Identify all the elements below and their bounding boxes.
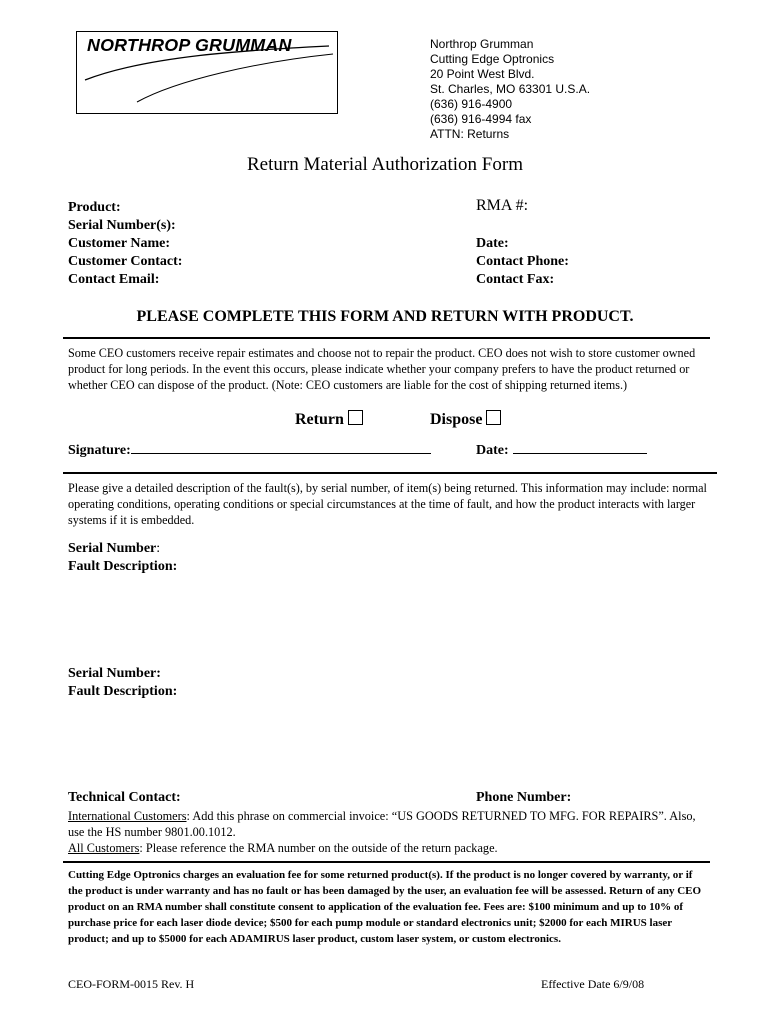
effective-date: Effective Date 6/9/08: [541, 977, 645, 991]
divider: [63, 472, 717, 474]
all-customers-label: All Customers: [68, 841, 140, 855]
fault-entry-2: [68, 665, 177, 701]
international-note: International Customers: Add this phrase on commercial invoice: “US GOODS RETURNED TO MFG. FOR REPAIRS”. Also, use the HS number 9801.00.1012.: [68, 809, 696, 839]
address-line: Cutting Edge Optronics: [430, 52, 555, 66]
form-title: Return Material Authorization Form: [247, 154, 523, 175]
company-address: [430, 37, 590, 142]
signature-date-field[interactable]: [476, 443, 647, 459]
contact-fax-field[interactable]: Contact Fax:: [476, 272, 555, 287]
technical-contact-field[interactable]: Technical Contact:: [68, 790, 181, 805]
serial-number-field-2[interactable]: Serial Number:: [68, 666, 161, 681]
form-number: CEO-FORM-0015 Rev. H: [68, 977, 195, 991]
customer-contact-field[interactable]: Customer Contact:: [68, 254, 183, 269]
signature-date-label: Date:: [476, 443, 509, 458]
customer-fields: [68, 199, 182, 289]
serial-numbers-field[interactable]: Serial Number(s):: [68, 218, 176, 233]
address-line: ATTN: Returns: [430, 127, 510, 141]
divider: [63, 337, 710, 339]
company-logo: [76, 31, 338, 114]
address-line: St. Charles, MO 63301 U.S.A.: [430, 82, 591, 96]
contact-email-field[interactable]: Contact Email:: [68, 272, 160, 287]
repair-policy-text: Some CEO customers receive repair estimates and choose not to repair the product. CEO does not wish to store customer owned product for long periods. In the event this occurs, please indicate whether your company prefers to have the product returned or whether CEO can dispose of the product. (Note: CEO customers are liable for the cost of shipping returned items.): [68, 346, 696, 392]
address-line: (636) 916-4900: [430, 97, 513, 111]
signature-field[interactable]: [68, 443, 431, 459]
contact-fields: [476, 235, 569, 289]
address-line: Northrop Grumman: [430, 37, 534, 51]
fault-instructions-text: Please give a detailed description of the fault(s), by serial number, of item(s) being returned. This information may include: normal operating conditions, operating conditions or special circumstances at the time of fault, and how the product interacts with larger systems if it is embedded.: [68, 481, 707, 527]
evaluation-fee-text: Cutting Edge Optronics charges an evaluation fee for some returned product(s). If the product is no longer covered by warranty, or if the product is under warranty and has no fault or has been damaged by the user, an evaluation fee will be assessed. Return of any CEO product on an RMA number shall constitute consent to application of the evaluation fee. Fees are: $100 minimum and up to 10% of purchase price for each laser diode device; $500 for each pump module or standard electronics unit; $2000 for each MIRUS laser product; and up to $5000 for each ADAMIRUS laser product, custom laser system, or custom electronics.: [68, 869, 702, 945]
fault-description-field-1[interactable]: Fault Description:: [68, 559, 178, 574]
international-label: International Customers: [68, 809, 187, 823]
signature-label: Signature:: [68, 443, 131, 458]
phone-number-field[interactable]: Phone Number:: [476, 790, 572, 805]
fault-entry-1: [68, 540, 177, 576]
date-field[interactable]: Date:: [476, 236, 509, 251]
contact-phone-field[interactable]: Contact Phone:: [476, 254, 569, 269]
customer-name-field[interactable]: Customer Name:: [68, 236, 170, 251]
signature-date-line[interactable]: [513, 453, 647, 454]
rma-number-field[interactable]: RMA #:: [476, 197, 529, 214]
divider: [63, 861, 710, 863]
serial-number-field-1[interactable]: Serial Number:: [68, 541, 161, 556]
signature-line[interactable]: [131, 453, 431, 454]
return-option[interactable]: [295, 410, 363, 429]
dispose-label: Dispose: [430, 411, 483, 428]
address-line: (636) 916-4994 fax: [430, 112, 532, 126]
return-label: Return: [295, 411, 344, 428]
dispose-checkbox[interactable]: [486, 410, 501, 425]
logo-wordmark: NORTHROP GRUMMAN: [87, 35, 292, 55]
return-checkbox[interactable]: [348, 410, 363, 425]
dispose-option[interactable]: [430, 410, 501, 429]
product-field[interactable]: Product:: [68, 200, 121, 215]
address-line: 20 Point West Blvd.: [430, 67, 535, 81]
fault-description-field-2[interactable]: Fault Description:: [68, 684, 178, 699]
instruction-banner: PLEASE COMPLETE THIS FORM AND RETURN WITH PRODUCT.: [136, 308, 634, 325]
shipping-notes: [68, 808, 708, 856]
all-customers-note: All Customers: Please reference the RMA number on the outside of the return package.: [68, 841, 498, 855]
